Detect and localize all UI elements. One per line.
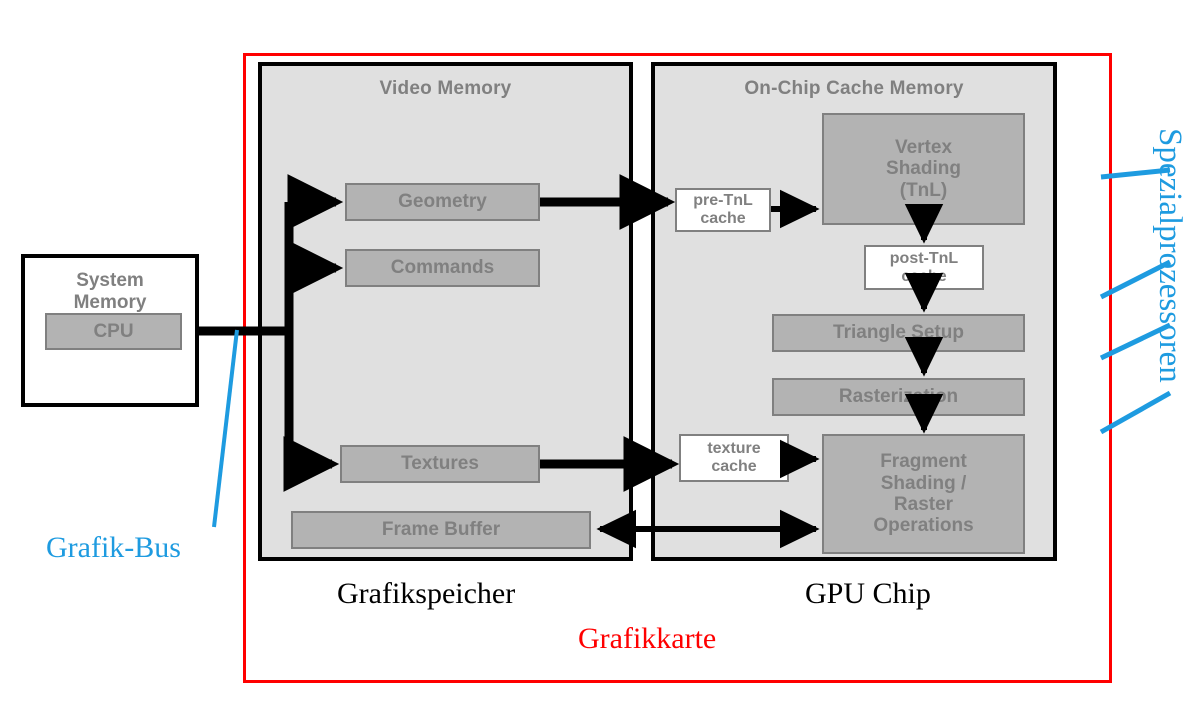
vertex-shading-block: Vertex Shading (TnL) [822, 113, 1025, 225]
fragment-shading-raster-operations-block: Fragment Shading / Raster Operations [822, 434, 1025, 554]
video-memory-title: Video Memory [379, 78, 512, 99]
post-tnl-cache-box: post-TnL cache [864, 245, 984, 290]
cpu-box [45, 313, 182, 350]
commands-block: Commands [345, 249, 540, 287]
video-memory-panel [258, 62, 633, 561]
special-processors-label: Spezialprozessoren [1152, 128, 1188, 383]
gpu-chip-caption: GPU Chip [805, 577, 931, 610]
graphics-memory-caption: Grafikspeicher [337, 577, 516, 610]
geometry-block: Geometry [345, 183, 540, 221]
graphics-bus-label: Grafik-Bus [46, 531, 181, 564]
on-chip-cache-memory-title: On-Chip Cache Memory [744, 78, 964, 99]
system-memory-title: System Memory [73, 270, 147, 313]
graphics-card-caption: Grafikkarte [578, 622, 717, 655]
triangle-setup-block: Triangle Setup [772, 314, 1025, 352]
rasterization-block: Rasterization [772, 378, 1025, 416]
cpu-label: CPU [93, 320, 134, 342]
texture-cache-box: texture cache [679, 434, 789, 482]
textures-block: Textures [340, 445, 540, 483]
pre-tnl-cache-box: pre-TnL cache [675, 188, 771, 232]
frame-buffer-block: Frame Buffer [291, 511, 591, 549]
